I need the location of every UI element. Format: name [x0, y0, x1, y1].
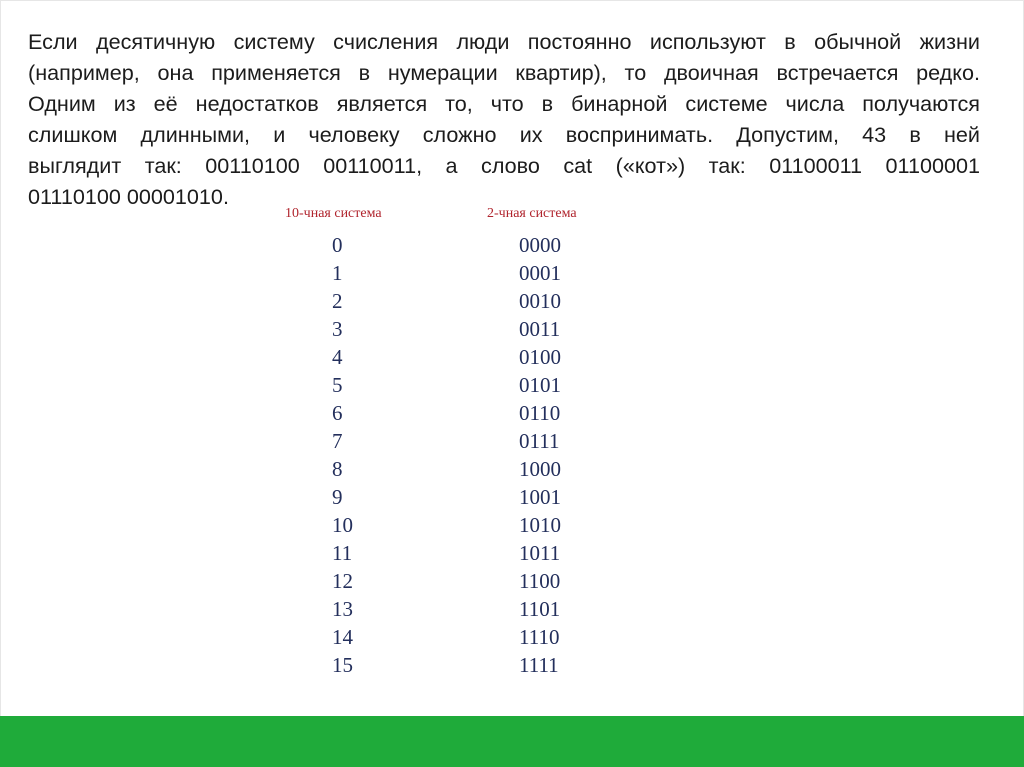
- decimal-value: 8: [332, 457, 343, 481]
- decimal-value: 2: [332, 289, 343, 313]
- decimal-value: 14: [332, 625, 353, 649]
- binary-value: 0100: [519, 345, 561, 369]
- decimal-value: 4: [332, 345, 343, 369]
- footer-green-bar: [0, 716, 1024, 767]
- binary-value: 1010: [519, 513, 561, 537]
- binary-value: 0001: [519, 261, 561, 285]
- binary-value: 0110: [519, 401, 561, 425]
- decimal-value: 3: [332, 317, 343, 341]
- binary-value: 1100: [519, 569, 561, 593]
- decimal-value: 1: [332, 261, 343, 285]
- paragraph-text: [28, 26, 980, 212]
- paragraph-line: выглядит так: 00110100 00110011, а слово cat («кот») так: 01100011 01100001: [28, 153, 980, 178]
- paragraph-line: (например, она применяется в нумерации квартир), то двоичная встречается редко.: [28, 60, 980, 85]
- binary-column: [519, 231, 561, 679]
- decimal-value: 12: [332, 569, 353, 593]
- number-systems-table: [0, 206, 1024, 686]
- decimal-value: 10: [332, 513, 353, 537]
- decimal-value: 15: [332, 653, 353, 677]
- paragraph-line: Если десятичную систему счисления люди постоянно используют в обычной жизни: [28, 29, 980, 54]
- decimal-value: 5: [332, 373, 343, 397]
- binary-value: 1111: [519, 653, 559, 677]
- binary-column-header: 2-чная система: [487, 206, 577, 221]
- binary-value: 1000: [519, 457, 561, 481]
- binary-value: 0010: [519, 289, 561, 313]
- decimal-value: 9: [332, 485, 343, 509]
- binary-value: 0000: [519, 233, 561, 257]
- decimal-value: 7: [332, 429, 343, 453]
- decimal-value: 6: [332, 401, 343, 425]
- binary-value: 0111: [519, 429, 560, 453]
- decimal-column-header: 10-чная система: [285, 206, 382, 221]
- binary-value: 1110: [519, 625, 560, 649]
- paragraph-line: 01110100 00001010.: [28, 184, 229, 209]
- binary-value: 1001: [519, 485, 561, 509]
- binary-value: 0101: [519, 373, 561, 397]
- decimal-value: 11: [332, 541, 353, 565]
- binary-value: 0011: [519, 317, 561, 341]
- paragraph-line: Одним из её недостатков является то, что в бинарной системе числа получаются: [28, 91, 980, 116]
- paragraph-line: слишком длинными, и человеку сложно их воспринимать. Допустим, 43 в ней: [28, 122, 980, 147]
- binary-value: 1011: [519, 541, 561, 565]
- decimal-value: 0: [332, 233, 343, 257]
- decimal-column: [332, 231, 353, 679]
- binary-value: 1101: [519, 597, 561, 621]
- decimal-value: 13: [332, 597, 353, 621]
